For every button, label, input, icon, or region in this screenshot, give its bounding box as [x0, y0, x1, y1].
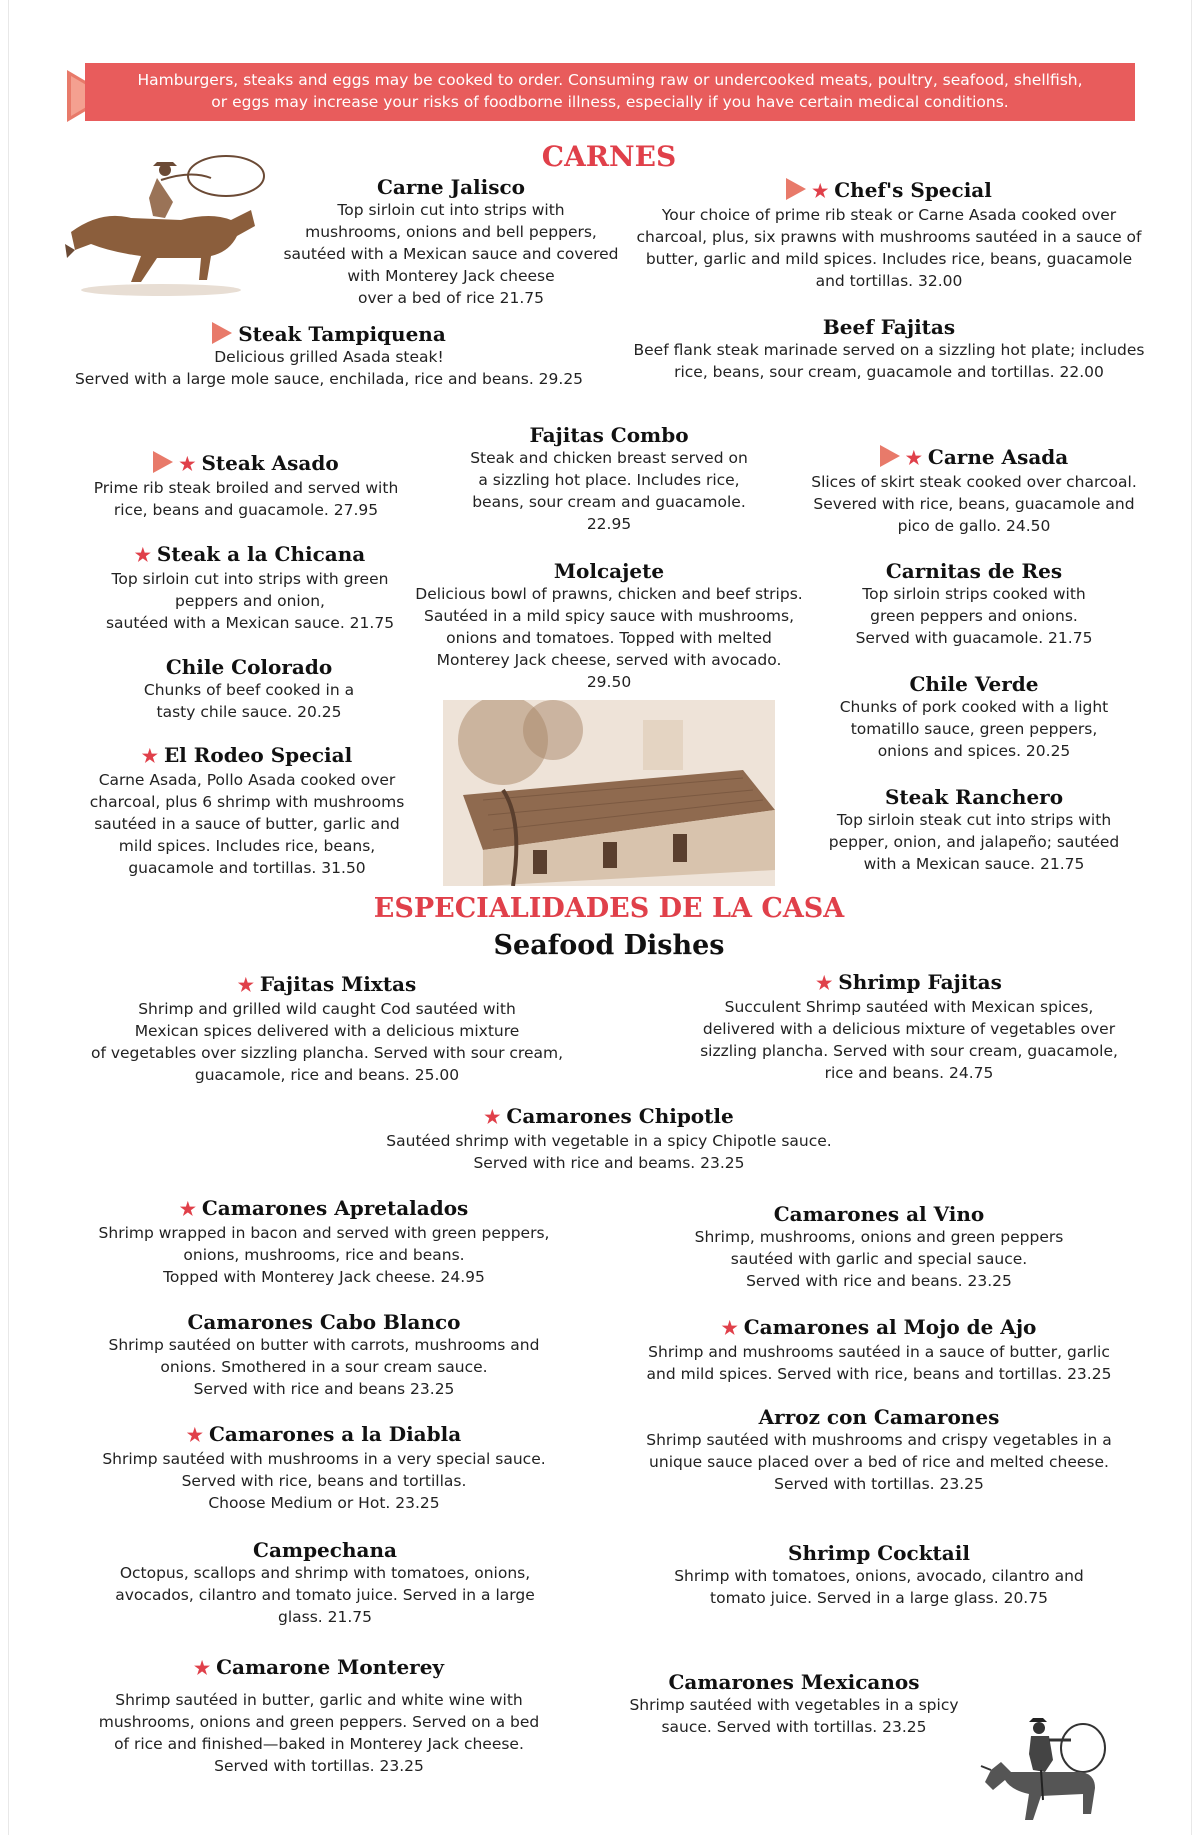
menu-item-steak-ranchero [817, 785, 1131, 875]
menu-item-steak-tampiquena [69, 322, 589, 390]
star-icon: ★ [812, 181, 829, 202]
item-desc: Shrimp sautéed in butter, garlic and white wine with mushrooms, onions and green peppers. Served on a bed of rice and finished—baked in Monterey Jack cheese. Served with tortillas. 23.25 [98, 1691, 540, 1775]
item-name: Camarone Monterey [216, 1655, 445, 1679]
item-name: Shrimp Cocktail [788, 1541, 970, 1565]
item-name: Steak a la Chicana [156, 542, 366, 566]
item-name: Camarones al Vino [773, 1202, 985, 1226]
item-name: Campechana [253, 1538, 397, 1562]
item-desc: Top sirloin cut into strips with green peppers and onion, sautéed with a Mexican sauce. 21.75 [105, 570, 395, 632]
item-name: Camarones Mexicanos [668, 1670, 920, 1694]
item-name: Camarones al Mojo de Ajo [743, 1315, 1037, 1339]
item-name: Carne Asada [927, 445, 1069, 469]
item-desc: Slices of skirt steak cooked over charcoal. Severed with rice, beans, guacamole and pico de gallo. 24.50 [811, 473, 1137, 535]
item-name: Fajitas Mixtas [259, 972, 417, 996]
menu-page [8, 0, 1192, 1835]
star-icon: ★ [134, 545, 151, 566]
item-name: Carnitas de Res [885, 559, 1063, 583]
item-name: Chef's Special [834, 178, 992, 202]
item-desc: Shrimp sautéed with mushrooms in a very special sauce. Served with rice, beans and tortillas. Choose Medium or Hot. 23.25 [102, 1450, 546, 1512]
item-name: Arroz con Camarones [758, 1405, 1000, 1429]
menu-item-campechana [105, 1538, 545, 1628]
item-desc: Your choice of prime rib steak or Carne Asada cooked over charcoal, plus, six prawns with mushrooms sautéed in a sauce of butter, garlic and mild spices. Includes rice, beans, guacamole and tortillas. 32.00 [636, 206, 1142, 290]
item-name: Camarones Cabo Blanco [187, 1310, 461, 1334]
menu-item-fajitas-combo [449, 423, 769, 535]
triangle-marker-icon [212, 322, 232, 344]
item-desc: Chunks of pork cooked with a light tomatillo sauce, green peppers, onions and spices. 20.25 [839, 698, 1109, 760]
menu-item-chile-verde [819, 672, 1129, 762]
item-desc: Shrimp sautéed with mushrooms and crispy vegetables in a unique sauce placed over a bed of rice and melted cheese. Served with tortillas. 23.25 [646, 1431, 1112, 1493]
foodborne-illness-notice [85, 63, 1135, 121]
item-name: Beef Fajitas [822, 315, 956, 339]
star-icon: ★ [141, 746, 158, 767]
item-name: Steak Tampiquena [238, 322, 446, 346]
menu-item-camarones-a-la-diabla [99, 1422, 549, 1514]
menu-item-camarones-cabo-blanco [99, 1310, 549, 1400]
menu-item-carnitas-de-res [819, 559, 1129, 649]
item-name: Camarones Chipotle [506, 1104, 734, 1128]
menu-item-steak-asado [81, 451, 411, 521]
item-name: Steak Asado [201, 451, 339, 475]
cowboy-rider-icon [971, 1710, 1121, 1835]
menu-item-carne-asada [799, 445, 1149, 537]
menu-item-molcajete [405, 559, 813, 693]
item-desc: Shrimp, mushrooms, onions and green peppers sautéed with garlic and special sauce. Served with rice and beans. 23.25 [694, 1228, 1064, 1290]
triangle-marker-icon [880, 445, 900, 467]
item-desc: Top sirloin strips cooked with green peppers and onions. Served with guacamole. 21.75 [855, 585, 1093, 647]
item-name: Molcajete [553, 559, 665, 583]
menu-item-shrimp-cocktail [659, 1541, 1099, 1609]
item-name: Chile Verde [909, 672, 1039, 696]
item-desc: Beef flank steak marinade served on a sizzling hot plate; includes rice, beans, sour cream, guacamole and tortillas. 22.00 [633, 341, 1145, 381]
item-desc: Top sirloin cut into strips with mushrooms, onions and bell peppers, sautéed with a Mexican sauce and covered with Monterey Jack cheese over a bed of rice 21.75 [283, 201, 619, 307]
menu-item-steak-a-la-chicana [95, 542, 405, 634]
menu-item-camarone-monterey [89, 1655, 549, 1777]
item-desc: Delicious bowl of prawns, chicken and beef strips. Sautéed in a mild spicy sauce with mushrooms, onions and tomatoes. Topped with melted Monterey Jack cheese, served with avocado. 29.50 [415, 585, 803, 691]
menu-item-chefs-special [624, 178, 1154, 292]
item-desc: Prime rib steak broiled and served with rice, beans and guacamole. 27.95 [93, 479, 399, 519]
star-icon: ★ [237, 975, 254, 996]
item-name: Carne Jalisco [376, 175, 526, 199]
menu-item-carne-jalisco [271, 175, 631, 309]
item-desc: Shrimp sautéed with vegetables in a spicy sauce. Served with tortillas. 23.25 [629, 1696, 959, 1736]
item-desc: Shrimp with tomatoes, onions, avocado, cilantro and tomato juice. Served in a large glass. 20.75 [674, 1567, 1084, 1607]
star-icon: ★ [179, 1199, 196, 1220]
item-desc: Shrimp wrapped in bacon and served with green peppers, onions, mushrooms, rice and beans. Topped with Monterey Jack cheese. 24.95 [98, 1224, 550, 1286]
triangle-marker-icon [153, 451, 173, 473]
menu-item-el-rodeo-special [77, 743, 417, 879]
notice-line-2: or eggs may increase your risks of foodborne illness, especially if you have certain medical conditions. [211, 93, 1009, 111]
item-desc: Steak and chicken breast served on a sizzling hot place. Includes rice, beans, sour cream and guacamole. 22.95 [470, 449, 748, 533]
carnes-title: CARNES [541, 140, 677, 173]
menu-item-camarones-al-vino [669, 1202, 1089, 1292]
item-name: Camarones a la Diabla [208, 1422, 462, 1446]
hacienda-illustration [443, 700, 775, 886]
menu-item-camarones-chipotle [369, 1104, 849, 1174]
hacienda-photo [443, 700, 775, 886]
menu-item-camarones-apretalados [89, 1196, 559, 1288]
star-icon: ★ [816, 973, 833, 994]
star-icon: ★ [905, 448, 922, 469]
item-desc: Shrimp and grilled wild caught Cod sautéed with Mexican spices delivered with a delicious mixture of vegetables over sizzling plancha. Served with sour cream, guacamole, rice and beans. 25.00 [90, 1000, 564, 1084]
item-name: Steak Ranchero [884, 785, 1064, 809]
star-icon: ★ [179, 454, 196, 475]
menu-item-arroz-con-camarones [639, 1405, 1119, 1495]
item-name: Chile Colorado [165, 655, 333, 679]
item-desc: Octopus, scallops and shrimp with tomatoes, onions, avocados, cilantro and tomato juice. Served in a large glass. 21.75 [115, 1564, 535, 1626]
star-icon: ★ [193, 1658, 211, 1679]
item-desc: Succulent Shrimp sautéed with Mexican spices, delivered with a delicious mixture of vegetables over sizzling plancha. Served with sour cream, guacamole, rice and beans. 24.75 [700, 998, 1118, 1082]
menu-item-chile-colorado [119, 655, 379, 723]
seafood-dishes-subtitle: Seafood Dishes [493, 930, 725, 961]
especialidades-title: ESPECIALIDADES DE LA CASA [373, 893, 845, 924]
triangle-marker-icon [786, 178, 806, 200]
item-desc: Top sirloin steak cut into strips with pepper, onion, and jalapeño; sautéed with a Mexican sauce. 21.75 [828, 811, 1120, 873]
menu-item-shrimp-fajitas [689, 970, 1129, 1084]
menu-item-camarones-mexicanos [619, 1670, 969, 1738]
item-desc: Carne Asada, Pollo Asada cooked over charcoal, plus 6 shrimp with mushrooms sautéed in a sauce of butter, garlic and mild spices. Includes rice, beans, guacamole and tortillas. 31.50 [89, 771, 405, 877]
item-desc: Sautéed shrimp with vegetable in a spicy Chipotle sauce. Served with rice and beams. 23.25 [386, 1132, 832, 1172]
star-icon: ★ [186, 1425, 203, 1446]
item-name: Camarones Apretalados [201, 1196, 469, 1220]
star-icon: ★ [721, 1318, 738, 1339]
menu-item-fajitas-mixtas [87, 972, 567, 1086]
item-desc: Shrimp and mushrooms sautéed in a sauce of butter, garlic and mild spices. Served with rice, beans and tortillas. 23.25 [646, 1343, 1112, 1383]
item-desc: Delicious grilled Asada steak! Served with a large mole sauce, enchilada, rice and beans. 29.25 [74, 348, 584, 388]
cowboy-lasso-horse-icon [61, 140, 271, 300]
item-desc: Chunks of beef cooked in a tasty chile sauce. 20.25 [143, 681, 355, 721]
item-name: Shrimp Fajitas [838, 970, 1002, 994]
notice-line-1: Hamburgers, steaks and eggs may be cooked to order. Consuming raw or undercooked meats, poultry, seafood, shellfish, [137, 71, 1083, 89]
item-name: Fajitas Combo [529, 423, 689, 447]
item-desc: Shrimp sautéed on butter with carrots, mushrooms and onions. Smothered in a sour cream sauce. Served with rice and beans 23.25 [108, 1336, 540, 1398]
menu-item-beef-fajitas [624, 315, 1154, 383]
menu-item-camarones-al-mojo-de-ajo [639, 1315, 1119, 1385]
item-name: El Rodeo Special [163, 743, 353, 767]
star-icon: ★ [484, 1107, 501, 1128]
